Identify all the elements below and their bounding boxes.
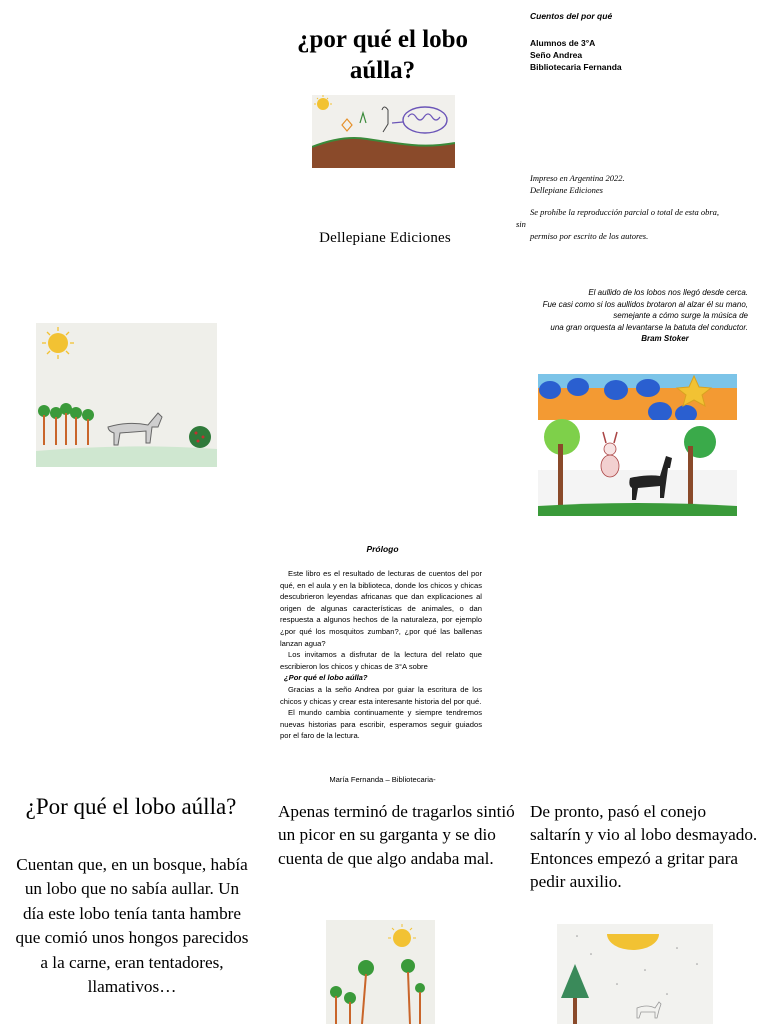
story-text-col3: De pronto, pasó el conejo saltarín y vio al lobo desmayado. Entonces empezó a gritar para pedir auxilio. [530, 802, 758, 892]
publisher-name: Dellepiane Ediciones [319, 230, 451, 246]
prologue-story-title: ¿Por qué el lobo aúlla? [284, 673, 368, 683]
prologue-paragraph: Los invitamos a disfrutar de la lectura del relato que escribieron los chicos y chicas de 3°A sobre [280, 650, 482, 671]
rabbit-wolf-drawing [538, 374, 737, 516]
cover-drawing [312, 95, 455, 168]
rights-notice-cont: sin [516, 219, 526, 229]
rights-notice: Se prohíbe la reproducción parcial o total de esta obra, [530, 207, 720, 217]
imprint-block [516, 172, 761, 242]
prologue-paragraph: Gracias a la seño Andrea por guiar la escritura de los chicos y chicas y crear esta interesante historia del por qué. [280, 684, 482, 706]
rights-notice-end: permiso por escrito de los autores. [530, 231, 649, 241]
story-text-col2: Apenas terminó de tragarlos sintió un picor en su garganta y se dio cuenta de que algo andaba mal. [278, 802, 515, 868]
forest-wolf-drawing [36, 323, 217, 467]
forest-sun-drawing [326, 920, 435, 1024]
prologue-body [280, 568, 482, 742]
quote-line: una gran orquesta al levantarse la batuta del conductor. [550, 322, 748, 332]
credit-teacher: Seño Andrea [530, 50, 583, 60]
credit-librarian: Bibliotecaria Fernanda [530, 62, 622, 72]
prologue-title: Prólogo [366, 544, 399, 554]
imprint-publisher: Dellepiane Ediciones [530, 185, 603, 195]
credits-list [530, 38, 622, 74]
prologue-paragraph: El mundo cambia continuamente y siempre tendremos nuevas historias para escribir, esperamos seguir guiados por el faro de la lectura. [280, 708, 482, 741]
story-title: ¿Por qué el lobo aúlla? [25, 794, 237, 819]
series-name: Cuentos del por qué [530, 11, 613, 21]
story-text-col1: Cuentan que, en un bosque, había un lobo que no sabía aullar. Un día este lobo tenía tanta hambre que comió unos hongos parecidos a la carne, eran tentadores, llamativos… [15, 855, 249, 997]
quote-author: Bram Stoker [641, 334, 689, 343]
cover-title: ¿por qué el lobo aúlla? [296, 26, 469, 84]
quote-line: semejante a cómo surge la música de [613, 311, 748, 320]
quote-line: El aullido de los lobos nos llegó desde cerca. [588, 288, 748, 297]
prologue-paragraph: Este libro es el resultado de lecturas de cuentos del por qué, en el aula y en la biblioteca, donde los chicos y chicas descubrieron leyendas africanas que dan explicaciones al origen de algunas características de animales, o dan respuesta a algunos hechos de la naturaleza, por ejemplo ¿por qué los mosquitos zumban?, ¿por qué las ballenas lanzan agua? [280, 569, 482, 648]
quote-line: Fue casi como si los aullidos brotaron al alzar él su mano, [542, 299, 748, 309]
imprint-country: Impreso en Argentina 2022. [530, 173, 625, 183]
epigraph-quote [522, 287, 748, 345]
night-scene-drawing [557, 924, 713, 1024]
credit-class: Alumnos de 3°A [530, 38, 596, 48]
prologue-signature: María Fernanda – Bibliotecaria- [329, 775, 436, 784]
